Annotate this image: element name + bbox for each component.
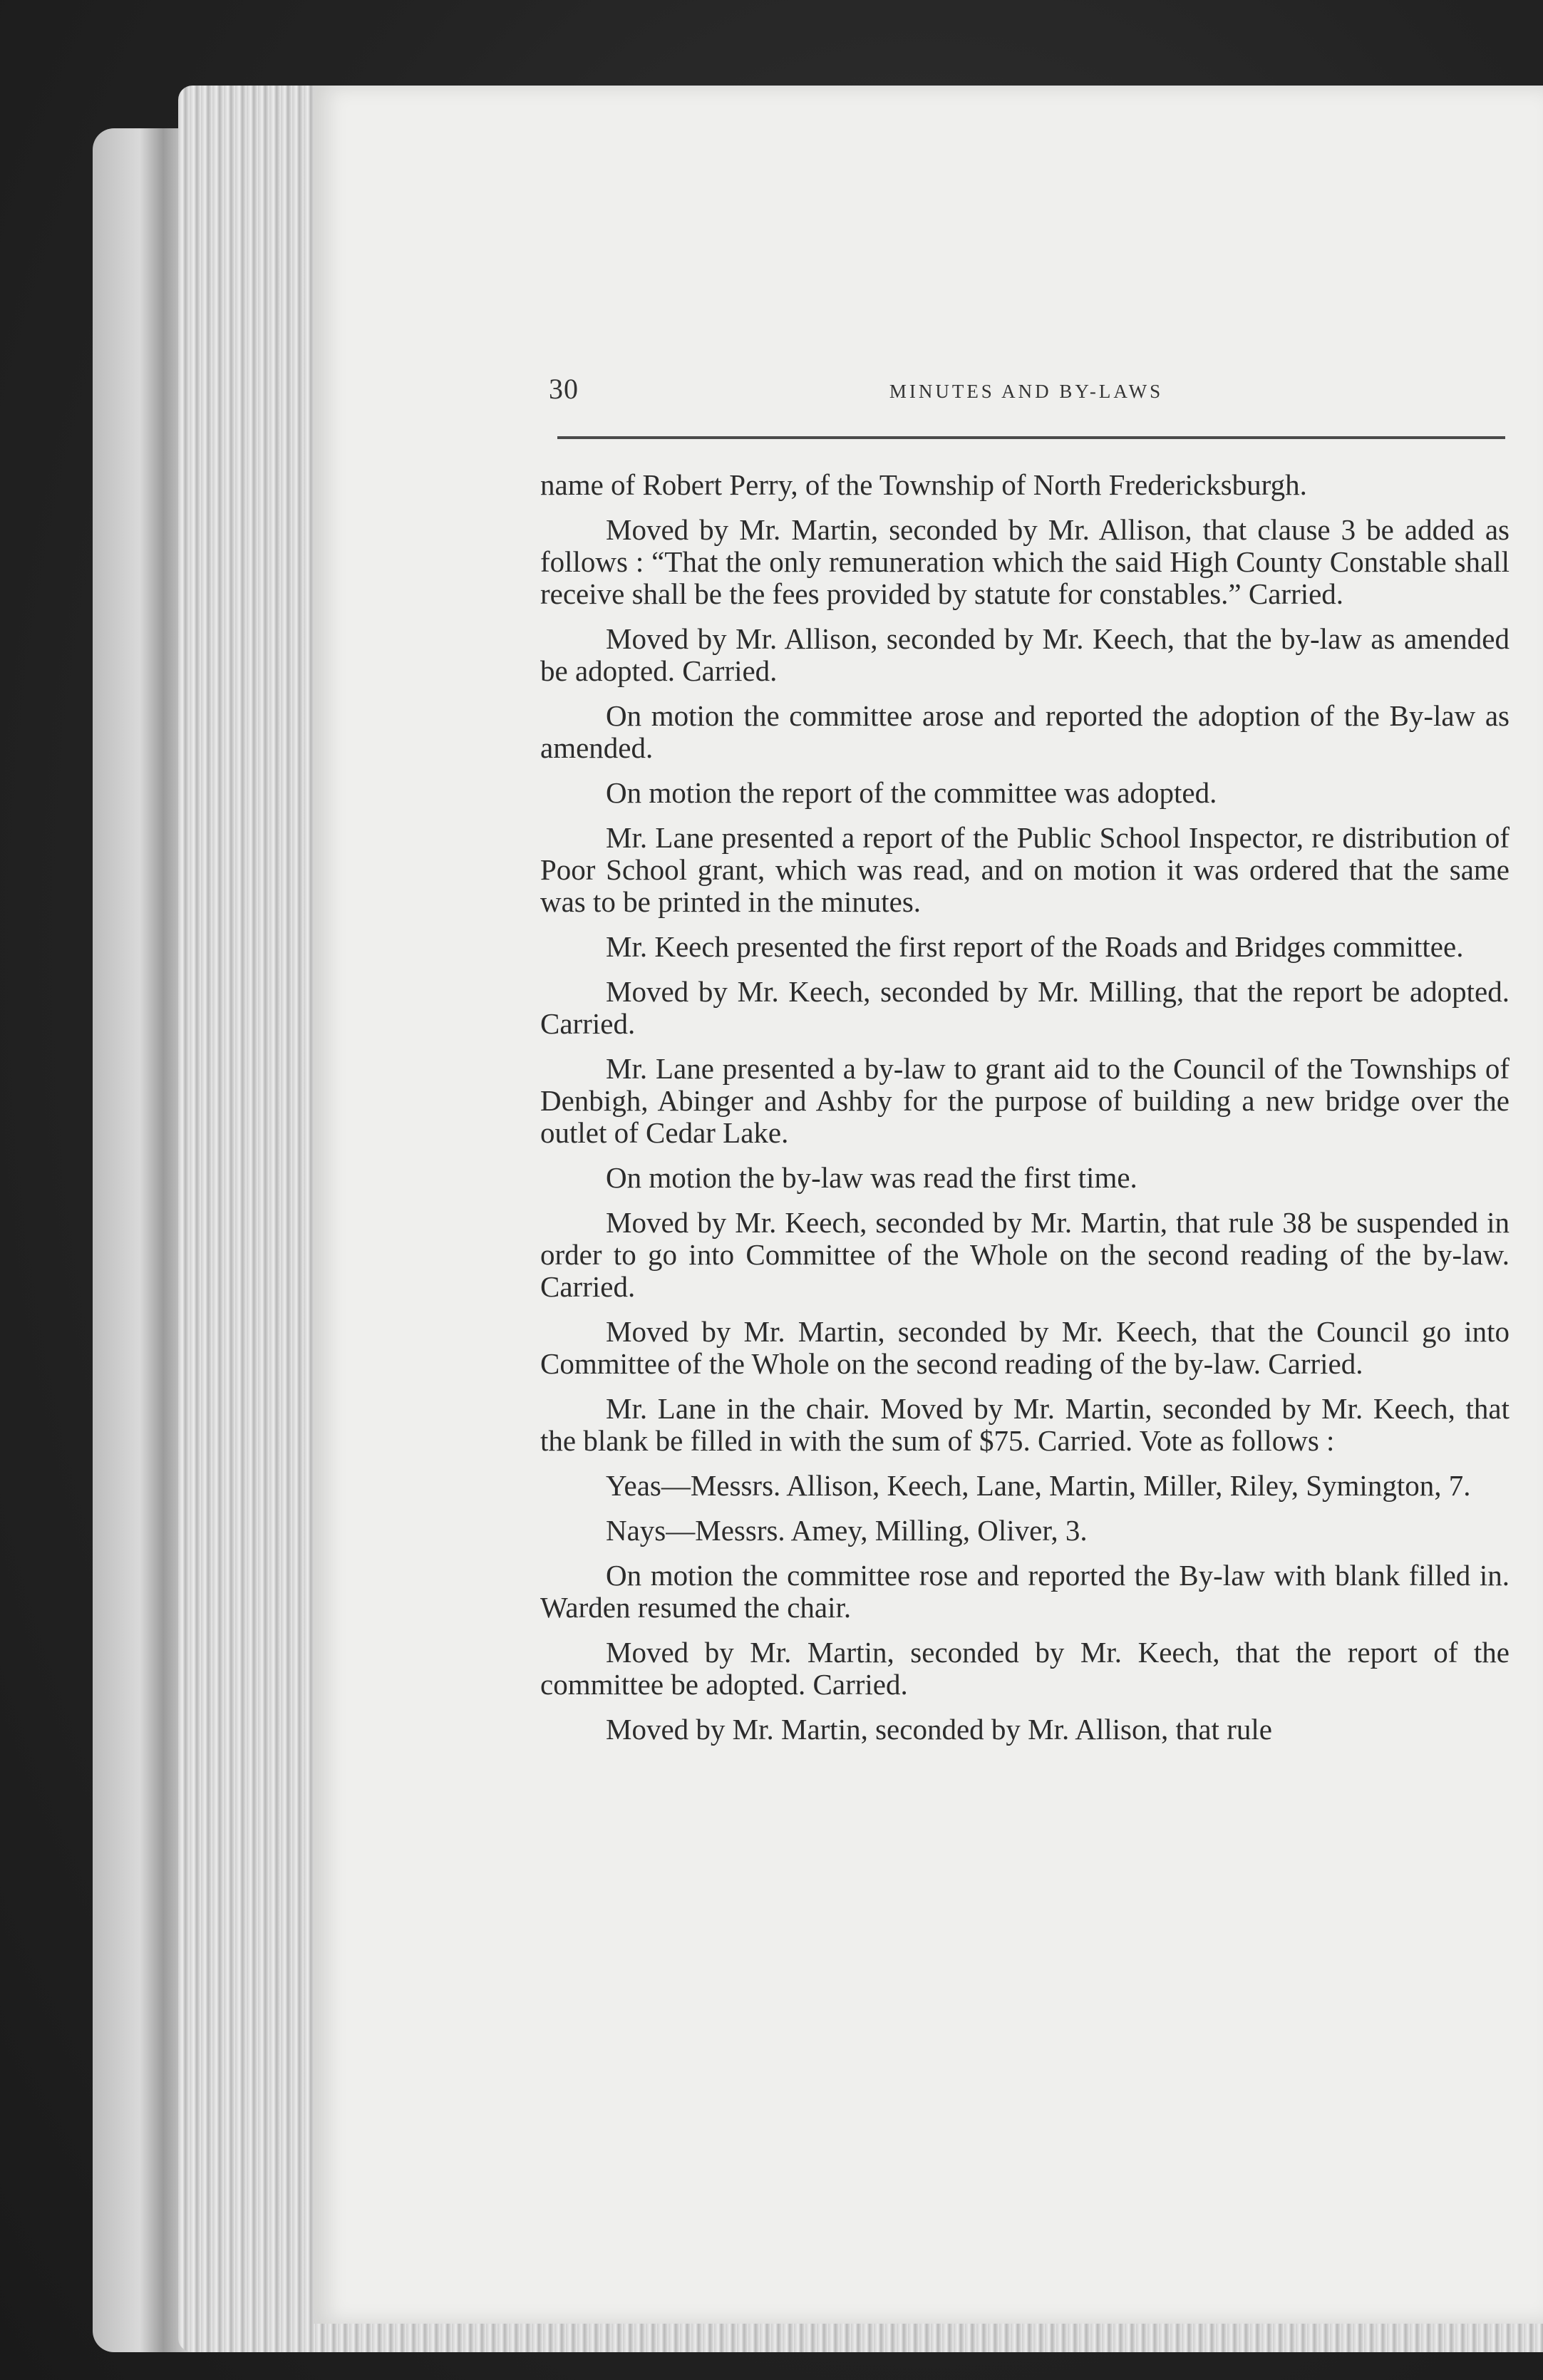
paragraph: On motion the committee arose and reported the adoption of the By-law as amended. (540, 699, 1510, 764)
running-head: MINUTES AND BY-LAWS (889, 381, 1164, 402)
page-header (549, 372, 1504, 422)
paragraph: Moved by Mr. Martin, seconded by Mr. Keech, that the Council go into Committee of the Whole on the second reading of the by-law. Carried. (540, 1315, 1510, 1380)
paragraph: Moved by Mr. Martin, seconded by Mr. Allison, that rule (606, 1713, 1272, 1746)
paragraph: Nays—Messrs. Amey, Milling, Oliver, 3. (606, 1514, 1088, 1547)
paragraph: On motion the by-law was read the first time. (606, 1161, 1137, 1194)
page-number: 30 (549, 373, 579, 405)
paragraph: Mr. Lane in the chair. Moved by Mr. Martin, seconded by Mr. Keech, that the blank be filled in with the sum of $75. Carried. Vote as follows : (540, 1392, 1510, 1457)
body-text (540, 469, 1510, 1758)
paragraph: Mr. Keech presented the first report of the Roads and Bridges committee. (606, 930, 1464, 963)
header-rule (557, 436, 1505, 439)
paragraph: Mr. Lane presented a by-law to grant aid to the Council of the Townships of Denbigh, Abinger and Ashby for the purpose of building a new bridge over the outlet of Cedar Lake. (540, 1052, 1510, 1149)
paragraph: Moved by Mr. Keech, seconded by Mr. Milling, that the report be adopted. Carried. (540, 975, 1510, 1040)
paragraph: Moved by Mr. Allison, seconded by Mr. Keech, that the by-law as amended be adopted. Carried. (540, 622, 1510, 687)
paragraph: Yeas—Messrs. Allison, Keech, Lane, Martin, Miller, Riley, Symington, 7. (606, 1469, 1471, 1502)
paragraph: Moved by Mr. Keech, seconded by Mr. Martin, that rule 38 be suspended in order to go into Committee of the Whole on the second reading of the by-law. Carried. (540, 1206, 1510, 1303)
paragraph: Moved by Mr. Martin, seconded by Mr. Keech, that the report of the committee be adopted. Carried. (540, 1636, 1510, 1701)
paragraph: On motion the report of the committee was adopted. (606, 776, 1217, 809)
paragraph: name of Robert Perry, of the Township of North Fredericksburgh. (540, 468, 1307, 501)
paragraph: On motion the committee rose and reported the By-law with blank filled in. Warden resumed the chair. (540, 1559, 1510, 1624)
paragraph: Moved by Mr. Martin, seconded by Mr. Allison, that clause 3 be added as follows : “That the only remuneration which the said High County Constable shall receive shall be the fees provided by statute for constables.” Carried. (540, 513, 1510, 610)
paragraph: Mr. Lane presented a report of the Public School Inspector, re distribution of Poor School grant, which was read, and on motion it was ordered that the same was to be printed in the minutes. (540, 821, 1510, 918)
